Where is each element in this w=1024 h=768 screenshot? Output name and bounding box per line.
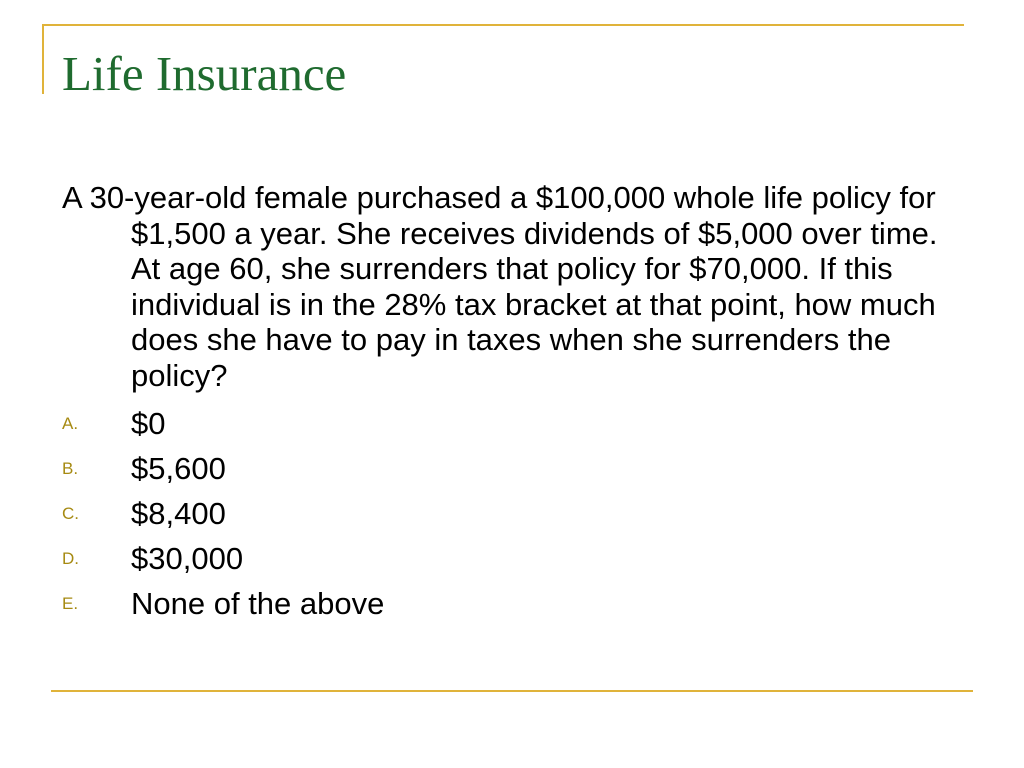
option-text: $30,000 bbox=[131, 541, 244, 576]
bottom-frame-line bbox=[51, 690, 973, 692]
left-frame-line bbox=[42, 24, 44, 94]
option-e bbox=[62, 581, 962, 626]
top-frame-line bbox=[42, 24, 964, 26]
option-letter: E. bbox=[62, 594, 79, 613]
answer-options bbox=[62, 401, 962, 626]
option-text: $0 bbox=[131, 406, 166, 441]
option-a bbox=[62, 401, 962, 446]
option-letter: A. bbox=[62, 414, 79, 433]
option-text: $5,600 bbox=[131, 451, 226, 486]
option-letter: B. bbox=[62, 459, 79, 478]
option-d bbox=[62, 536, 962, 581]
question-text: A 30-year-old female purchased a $100,000 whole life policy for $1,500 a year. She receives dividends of $5,000 over time. At age 60, she surrenders that policy for $70,000. If this individual is in the 28% tax bracket at that point, how much does she have to pay in taxes when she surrenders the policy? bbox=[62, 180, 938, 393]
option-text: None of the above bbox=[131, 586, 385, 621]
slide-body bbox=[62, 180, 962, 626]
option-text: $8,400 bbox=[131, 496, 226, 531]
slide-title: Life Insurance bbox=[62, 46, 347, 101]
option-b bbox=[62, 446, 962, 491]
option-c bbox=[62, 491, 962, 536]
option-letter: D. bbox=[62, 549, 79, 568]
option-letter: C. bbox=[62, 504, 79, 523]
